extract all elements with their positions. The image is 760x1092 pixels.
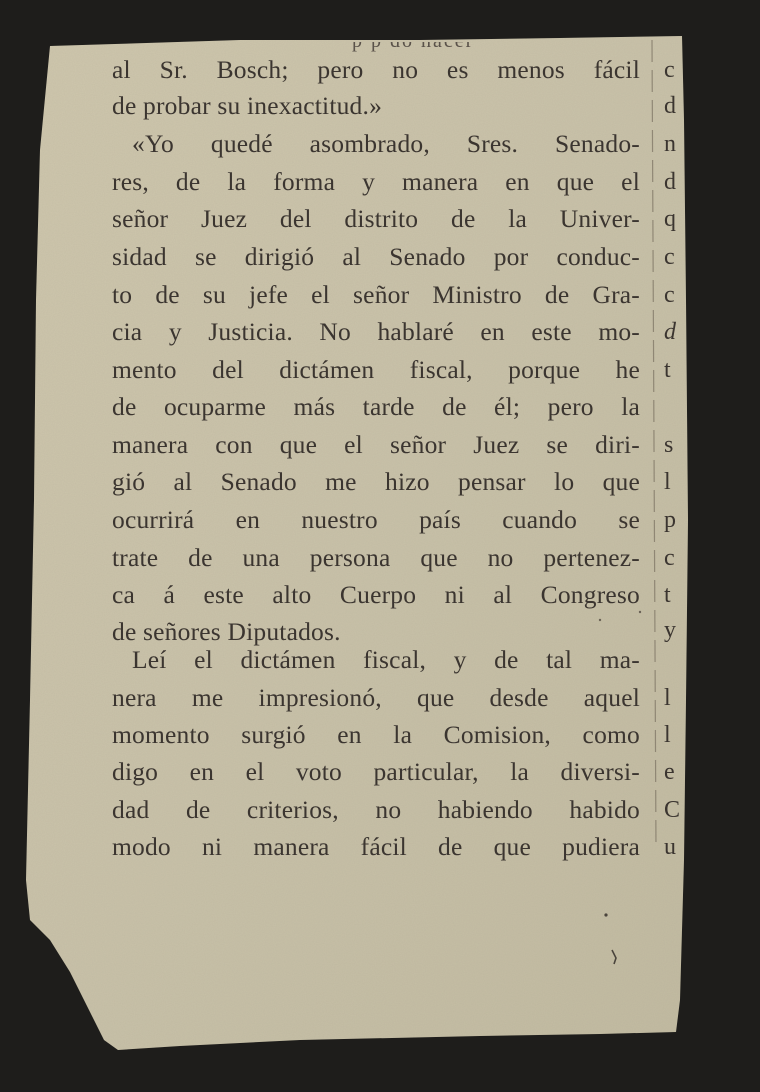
text-line: de señores Diputados.: [112, 617, 341, 646]
text-line: modo ni manera fácil de que pudiera: [112, 832, 640, 861]
adjacent-letter: d: [664, 319, 676, 345]
adjacent-letter: t: [664, 582, 671, 608]
adjacent-letter: C: [664, 797, 681, 823]
text-line: mento del dictámen fiscal, porque he: [112, 355, 640, 384]
text-line: de probar su inexactitud.»: [112, 91, 383, 120]
text-line: «Yo quedé asombrado, Sres. Senado-: [132, 129, 640, 158]
text-line: momento surgió en la Comision, como: [112, 720, 640, 749]
adjacent-letter: t: [664, 357, 671, 383]
adjacent-letter: d: [664, 169, 676, 195]
text-line: res, de la forma y manera en que el: [112, 167, 640, 196]
text-line: manera con que el señor Juez se diri-: [112, 430, 640, 459]
text-line: to de su jefe el señor Ministro de Gra-: [112, 280, 640, 309]
adjacent-letter: y: [664, 617, 676, 643]
adjacent-letter: c: [664, 57, 675, 83]
text-line: señor Juez del distrito de la Univer-: [112, 204, 640, 233]
text-line: ca á este alto Cuerpo ni al Congreso: [112, 580, 640, 609]
text-line: dad de criterios, no habiendo habido: [112, 795, 640, 824]
adjacent-letter: c: [664, 282, 675, 308]
adjacent-letter: n: [664, 131, 676, 157]
text-line: Leí el dictámen fiscal, y de tal ma-: [132, 645, 640, 674]
text-line: trate de una persona que no pertenez-: [112, 543, 640, 572]
text-line: al Sr. Bosch; pero no es menos fácil: [112, 55, 640, 84]
adjacent-letter: p: [664, 507, 676, 533]
text-line: cia y Justicia. No hablaré en este mo-: [112, 317, 640, 346]
adjacent-letter: c: [664, 545, 675, 571]
adjacent-letter: e: [664, 759, 675, 785]
text-line: nera me impresionó, que desde aquel: [112, 683, 640, 712]
adjacent-letter: l: [664, 685, 671, 711]
text-line: ocurrirá en nuestro país cuando se: [112, 505, 640, 534]
text-line: gió al Senado me hizo pensar lo que: [112, 467, 640, 496]
adjacent-letter: s: [664, 432, 674, 458]
adjacent-letter: c: [664, 244, 675, 270]
adjacent-letter: l: [664, 469, 671, 495]
text-line: digo en el voto particular, la diversi-: [112, 757, 640, 786]
adjacent-letter: q: [664, 206, 676, 232]
text-line: de ocuparme más tarde de él; pero la: [112, 392, 640, 421]
adjacent-letter: d: [664, 93, 676, 119]
text-line: sidad se dirigió al Senado por conduc-: [112, 242, 640, 271]
adjacent-letter: u: [664, 834, 676, 860]
adjacent-letter: l: [664, 722, 671, 748]
